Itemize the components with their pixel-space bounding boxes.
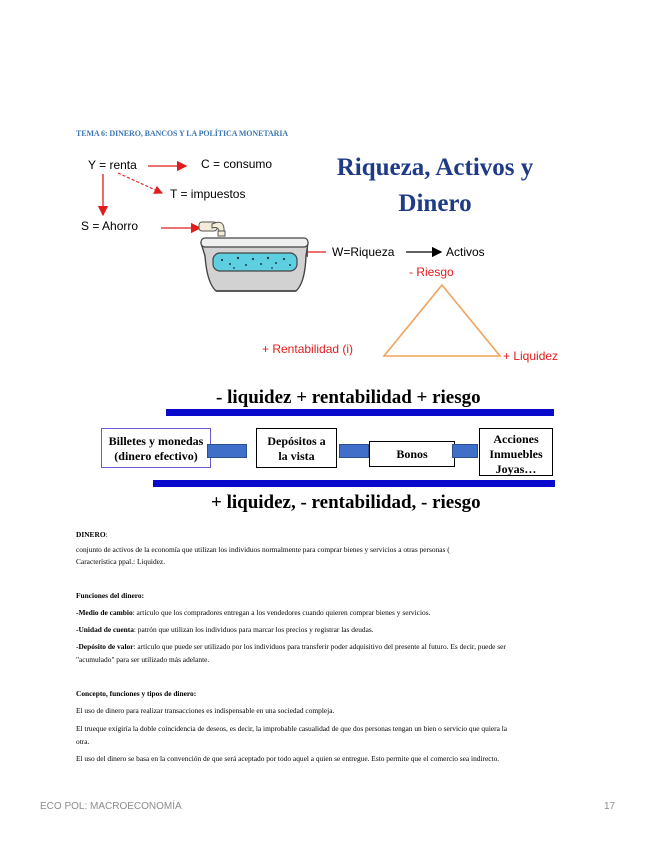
section-header: TEMA 6: DINERO, BANCOS Y LA POLÍTICA MONETARIA	[76, 129, 289, 138]
ahorro-label: S = Ahorro	[81, 219, 139, 233]
billetes-line-1: Billetes y monedas	[108, 434, 204, 448]
bonos-box	[369, 441, 455, 467]
faucet-icon	[199, 222, 225, 236]
renta-label: Y = renta	[88, 158, 137, 172]
paragraph-2-cont: otra.	[76, 737, 90, 746]
billetes-box	[101, 428, 211, 468]
funcion-deposito-valor: -Depósito de valor: artículo que puede ser utilizado por los individuos para transferir poder adquisitivo del presente al futuro. Es decir, puede ser	[76, 642, 506, 651]
funciones-heading: Funciones del dinero:	[76, 591, 145, 600]
paragraph-2: El trueque exigiría la doble coincidencia de deseos, es decir, la improbable casualidad de que dos personas tengan un bien o servicio que quiera la	[76, 724, 508, 733]
acciones-line-1: Acciones	[493, 432, 539, 446]
funcion-medio-cambio: -Medio de cambio: artículo que los compradores entregan a los vendedores cuando quieren comprar bienes y servicios.	[76, 608, 431, 617]
scale-top-bar	[166, 409, 554, 416]
title-line-1: Riqueza, Activos y	[336, 154, 534, 181]
page-title	[300, 150, 570, 222]
paragraph-3: El uso del dinero se basa en la convención de que será aceptado por todo aquel a quien se entregue. Esto permite que el comercio sea indirecto.	[76, 754, 500, 763]
scale-bottom-caption: + liquidez, - rentabilidad, - riesgo	[211, 492, 481, 513]
funcion-deposito-valor-2: "acumulado" para ser utilizado más adelante.	[76, 655, 210, 664]
risk-triangle	[384, 285, 500, 356]
connector-3	[452, 444, 478, 458]
dinero-heading: DINERO:	[76, 530, 108, 539]
acciones-line-3: Joyas…	[495, 462, 537, 476]
activos-label: Activos	[446, 245, 485, 259]
billetes-line-2: (dinero efectivo)	[114, 449, 198, 463]
paragraph-1: El uso de dinero para realizar transacciones es indispensable en una sociedad compleja.	[76, 706, 335, 715]
dinero-definition-2: Característica ppal.: Liquidez.	[76, 557, 166, 566]
connector-2	[339, 444, 369, 458]
riqueza-label: W=Riqueza	[332, 245, 395, 259]
funcion-unidad-cuenta: -Unidad de cuenta: patrón que utilizan los individuos para marcar los precios y registrar las deudas.	[76, 625, 374, 634]
scale-bottom-bar	[153, 480, 555, 487]
riesgo-label: - Riesgo	[409, 265, 454, 279]
arrow-renta-impuestos	[118, 173, 162, 193]
footer-page-number: 17	[604, 801, 616, 812]
acciones-box	[479, 428, 553, 476]
acciones-line-2: Inmuebles	[489, 447, 543, 461]
title-line-2: Dinero	[398, 190, 472, 217]
bonos-label: Bonos	[396, 447, 428, 461]
dinero-definition-1: conjunto de activos de la economía que utilizan los individuos normalmente para comprar bienes y servicios a otras personas (	[76, 545, 450, 554]
liquidez-label: + Liquidez	[503, 349, 559, 363]
rentabilidad-label: + Rentabilidad (i)	[262, 342, 354, 356]
consumo-label: C = consumo	[201, 157, 273, 171]
depositos-line-1: Depósitos a	[267, 434, 326, 448]
depositos-line-2: la vista	[278, 449, 315, 463]
depositos-box	[256, 428, 337, 468]
scale-top-caption: - liquidez + rentabilidad + riesgo	[216, 387, 481, 408]
impuestos-label: T = impuestos	[170, 187, 246, 201]
bathtub-icon	[201, 238, 308, 291]
concepto-heading: Concepto, funciones y tipos de dinero:	[76, 689, 197, 698]
footer-course: ECO POL: MACROECONOMÍA	[40, 801, 182, 812]
connector-1	[207, 444, 247, 458]
